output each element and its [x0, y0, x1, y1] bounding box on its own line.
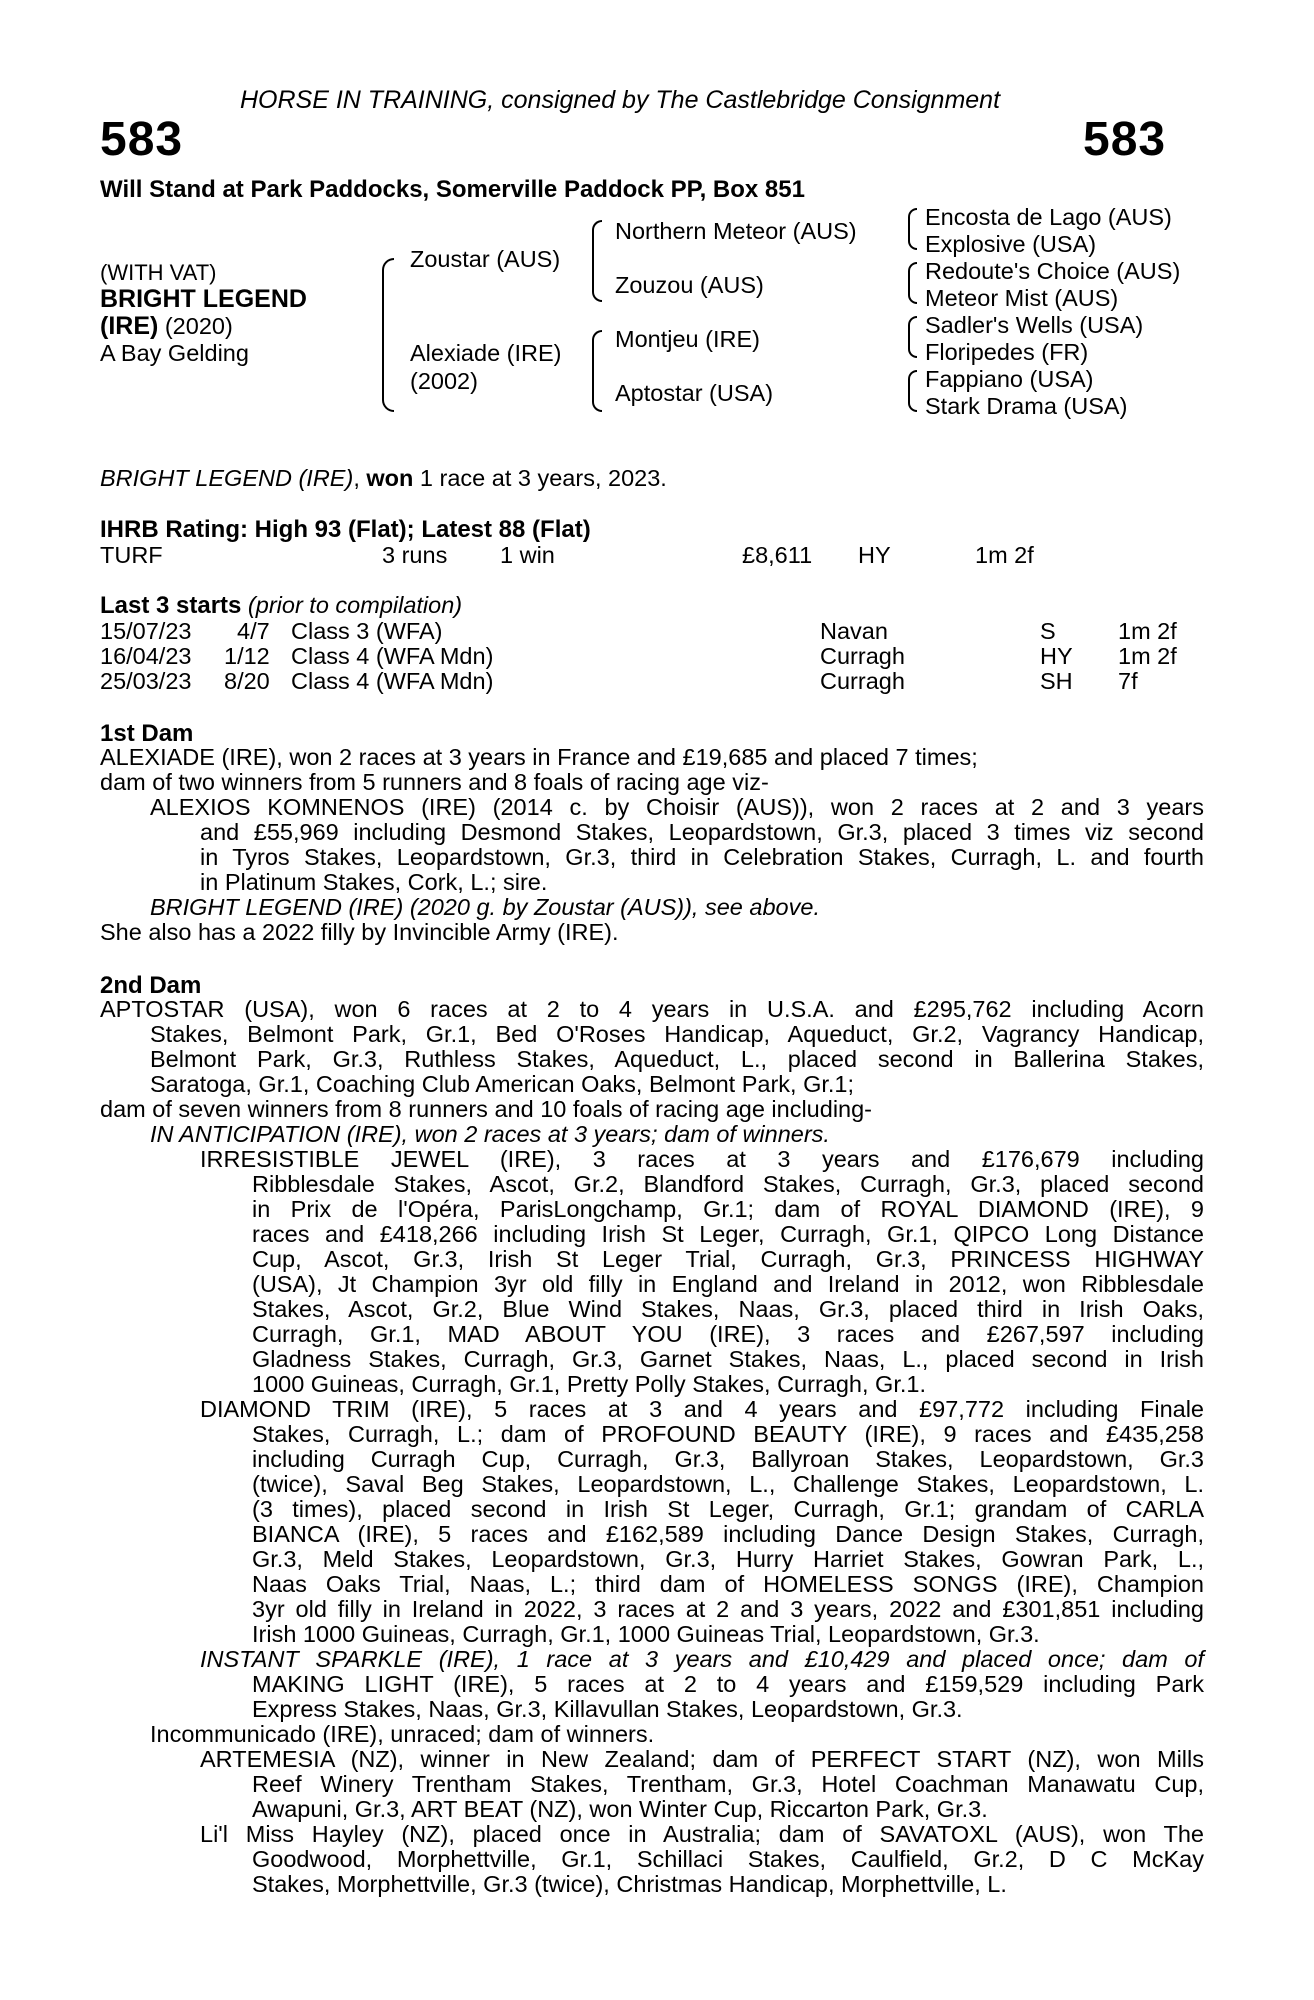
sire-dam-dam: Meteor Mist (AUS): [925, 285, 1119, 311]
second-dam-line: INSTANT SPARKLE (IRE), 1 race at 3 years and £10,429 and placed once; dam of: [200, 1646, 1204, 1672]
summary-horse-name: BRIGHT LEGEND (IRE): [100, 465, 354, 491]
second-dam-line: Cup, Ascot, Gr.3, Irish St Leger Trial, Curragh, Gr.3, PRINCESS HIGHWAY: [252, 1246, 1204, 1272]
pedigree-brace-ss: [908, 208, 917, 250]
second-dam-line: Awapuni, Gr.3, ART BEAT (NZ), won Winter Cup, Riccarton Park, Gr.3.: [252, 1796, 988, 1822]
dam-dam-sire: Fappiano (USA): [925, 366, 1094, 392]
second-dam-line: Stakes, Morphettville, Gr.3 (twice), Christmas Handicap, Morphettville, L.: [252, 1871, 1007, 1897]
start-course: Navan: [820, 618, 888, 644]
second-dam-line: races and £418,266 including Irish St Leger, Curragh, Gr.1, QIPCO Long Distance: [252, 1221, 1204, 1247]
horse-foaled-year: (2020): [158, 313, 233, 339]
horse-origin-year: [100, 312, 233, 341]
start-position: 4/7: [237, 618, 270, 644]
second-dam-line: Gladness Stakes, Curragh, Gr.3, Garnet Stakes, Naas, L., placed second in Irish: [252, 1346, 1204, 1372]
second-dam-line: Ribblesdale Stakes, Ascot, Gr.2, Blandford Stakes, Curragh, Gr.3, placed second: [252, 1171, 1204, 1197]
start-date: 15/07/23: [100, 618, 192, 644]
second-dam-line: APTOSTAR (USA), won 6 races at 2 to 4 years in U.S.A. and £295,762 including Acorn: [100, 996, 1204, 1022]
second-dam-line: Express Stakes, Naas, Gr.3, Killavullan Stakes, Leopardstown, Gr.3.: [252, 1696, 963, 1722]
second-dam-line: 3yr old filly in Ireland in 2022, 3 races at 2 and 3 years, 2022 and £301,851 including: [252, 1596, 1204, 1622]
summary-won: won: [366, 465, 414, 491]
second-dam-line: ARTEMESIA (NZ), winner in New Zealand; dam of PERFECT START (NZ), won Mills: [200, 1746, 1204, 1772]
stand-location: Will Stand at Park Paddocks, Somerville Paddock PP, Box 851: [100, 176, 805, 203]
start-going: HY: [1040, 643, 1073, 669]
pedigree-brace-main: [382, 258, 394, 412]
first-dam-line: dam of two winners from 5 runners and 8 foals of racing age viz-: [100, 769, 769, 795]
second-dam-line: 1000 Guineas, Curragh, Gr.1, Pretty Polly Stakes, Curragh, Gr.1.: [252, 1371, 926, 1397]
second-dam-line: Goodwood, Morphettville, Gr.1, Schillaci Stakes, Caulfield, Gr.2, D C McKay: [252, 1846, 1204, 1872]
second-dam-line: Belmont Park, Gr.3, Ruthless Stakes, Aqueduct, L., placed second in Ballerina Stakes,: [150, 1046, 1204, 1072]
start-course: Curragh: [820, 643, 905, 669]
catalogue-header: HORSE IN TRAINING, consigned by The Castlebridge Consignment: [240, 86, 1001, 114]
sire-dam-sire: Redoute's Choice (AUS): [925, 258, 1181, 284]
rating-runs: 3 runs: [382, 542, 448, 568]
dam: Alexiade (IRE): [410, 340, 562, 366]
second-dam-line: in Prix de l'Opéra, ParisLongchamp, Gr.1; dam of ROYAL DIAMOND (IRE), 9: [252, 1196, 1204, 1222]
sire-sire-sire: Encosta de Lago (AUS): [925, 204, 1172, 230]
sire-dam: Zouzou (AUS): [615, 272, 764, 298]
horse-country: (IRE): [100, 312, 159, 340]
first-dam-line: ALEXIADE (IRE), won 2 races at 3 years in France and £19,685 and placed 7 times;: [100, 744, 978, 770]
second-dam-line: Stakes, Belmont Park, Gr.1, Bed O'Roses Handicap, Aqueduct, Gr.2, Vagrancy Handicap,: [150, 1021, 1204, 1047]
start-date: 25/03/23: [100, 668, 192, 694]
starts-note: (prior to compilation): [241, 592, 463, 618]
second-dam-line: including Curragh Cup, Curragh, Gr.3, Ballyroan Stakes, Leopardstown, Gr.3: [252, 1446, 1204, 1472]
horse-description: A Bay Gelding: [100, 340, 249, 366]
pedigree-brace-dd: [908, 370, 917, 412]
start-course: Curragh: [820, 668, 905, 694]
second-dam-line: Gr.3, Meld Stakes, Leopardstown, Gr.3, Hurry Harriet Stakes, Gowran Park, L.,: [252, 1546, 1204, 1572]
first-dam-line: BRIGHT LEGEND (IRE) (2020 g. by Zoustar (AUS)), see above.: [150, 894, 820, 920]
second-dam-line: IRRESISTIBLE JEWEL (IRE), 3 races at 3 years and £176,679 including: [200, 1146, 1204, 1172]
start-date: 16/04/23: [100, 643, 192, 669]
rating-prize: £8,611: [742, 542, 813, 568]
start-race: Class 3 (WFA): [291, 618, 443, 644]
second-dam-line: Stakes, Ascot, Gr.2, Blue Wind Stakes, Naas, Gr.3, placed third in Irish Oaks,: [252, 1296, 1204, 1322]
rating-surface: TURF: [100, 542, 163, 568]
second-dam-line: DIAMOND TRIM (IRE), 5 races at 3 and 4 years and £97,772 including Finale: [200, 1396, 1204, 1422]
start-position: 1/12: [224, 643, 270, 669]
second-dam-heading: 2nd Dam: [100, 972, 202, 999]
sire-sire: Northern Meteor (AUS): [615, 218, 857, 244]
start-going: S: [1040, 618, 1056, 644]
first-dam-line: and £55,969 including Desmond Stakes, Leopardstown, Gr.3, placed 3 times viz second: [200, 819, 1204, 845]
pedigree-brace-ds: [908, 316, 917, 358]
start-race: Class 4 (WFA Mdn): [291, 668, 494, 694]
start-distance: 7f: [1118, 668, 1138, 694]
rating-distance: 1m 2f: [975, 542, 1034, 568]
dam-sire-dam: Floripedes (FR): [925, 339, 1089, 365]
first-dam-line: She also has a 2022 filly by Invincible Army (IRE).: [100, 919, 619, 945]
starts-title: Last 3 starts: [100, 592, 242, 619]
dam-dam: Aptostar (USA): [615, 380, 774, 406]
second-dam-line: Incommunicado (IRE), unraced; dam of winners.: [150, 1721, 655, 1747]
dam-sire: Montjeu (IRE): [615, 326, 760, 352]
first-dam-line: in Platinum Stakes, Cork, L.; sire.: [200, 869, 548, 895]
horse-name: BRIGHT LEGEND: [100, 285, 307, 313]
lot-number-left: 583: [100, 113, 184, 166]
start-distance: 1m 2f: [1118, 618, 1177, 644]
second-dam-line: MAKING LIGHT (IRE), 5 races at 2 to 4 years and £159,529 including Park: [252, 1671, 1204, 1697]
rating-going: HY: [858, 542, 891, 568]
dam-year: (2002): [410, 368, 478, 394]
first-dam-line: in Tyros Stakes, Leopardstown, Gr.3, third in Celebration Stakes, Curragh, L. and fourth: [200, 844, 1204, 870]
second-dam-line: (twice), Saval Beg Stakes, Leopardstown, L., Challenge Stakes, Leopardstown, L.: [252, 1471, 1204, 1497]
second-dam-line: IN ANTICIPATION (IRE), won 2 races at 3 years; dam of winners.: [150, 1121, 830, 1147]
second-dam-line: BIANCA (IRE), 5 races and £162,589 including Dance Design Stakes, Curragh,: [252, 1521, 1204, 1547]
starts-heading: [100, 592, 462, 620]
dam-dam-dam: Stark Drama (USA): [925, 393, 1128, 419]
second-dam-line: Stakes, Curragh, L.; dam of PROFOUND BEAUTY (IRE), 9 races and £435,258: [252, 1421, 1204, 1447]
sire: Zoustar (AUS): [410, 246, 561, 272]
second-dam-line: Irish 1000 Guineas, Curragh, Gr.1, 1000 Guineas Trial, Leopardstown, Gr.3.: [252, 1621, 1040, 1647]
lot-number-right: 583: [1083, 113, 1167, 166]
pedigree-brace-sire: [592, 220, 602, 302]
start-race: Class 4 (WFA Mdn): [291, 643, 494, 669]
second-dam-line: (3 times), placed second in Irish St Leger, Curragh, Gr.1; grandam of CARLA: [252, 1496, 1204, 1522]
rating-wins: 1 win: [500, 542, 555, 568]
first-dam-line: ALEXIOS KOMNENOS (IRE) (2014 c. by Choisir (AUS)), won 2 races at 2 and 3 years: [150, 794, 1204, 820]
start-distance: 1m 2f: [1118, 643, 1177, 669]
first-dam-heading: 1st Dam: [100, 720, 194, 747]
second-dam-line: Curragh, Gr.1, MAD ABOUT YOU (IRE), 3 races and £267,597 including: [252, 1321, 1204, 1347]
pedigree-brace-dam: [592, 330, 602, 412]
second-dam-line: (USA), Jt Champion 3yr old filly in England and Ireland in 2012, won Ribblesdale: [252, 1271, 1204, 1297]
start-going: SH: [1040, 668, 1073, 694]
second-dam-line: Li'l Miss Hayley (NZ), placed once in Australia; dam of SAVATOXL (AUS), won The: [200, 1821, 1204, 1847]
second-dam-line: dam of seven winners from 8 runners and 10 foals of racing age including-: [100, 1096, 873, 1122]
vat-label: (WITH VAT): [100, 260, 217, 285]
start-position: 8/20: [224, 668, 270, 694]
summary-text: 1 race at 3 years, 2023.: [413, 465, 667, 491]
sire-sire-dam: Explosive (USA): [925, 231, 1097, 257]
pedigree-brace-sd: [908, 262, 917, 304]
second-dam-line: Reef Winery Trentham Stakes, Trentham, Gr.3, Hotel Coachman Manawatu Cup,: [252, 1771, 1204, 1797]
dam-sire-sire: Sadler's Wells (USA): [925, 312, 1144, 338]
race-summary: BRIGHT LEGEND (IRE), won 1 race at 3 years, 2023.: [100, 465, 667, 491]
rating-heading: IHRB Rating: High 93 (Flat); Latest 88 (Flat): [100, 516, 591, 543]
second-dam-line: Saratoga, Gr.1, Coaching Club American Oaks, Belmont Park, Gr.1;: [150, 1071, 855, 1097]
second-dam-line: Naas Oaks Trial, Naas, L.; third dam of HOMELESS SONGS (IRE), Champion: [252, 1571, 1204, 1597]
